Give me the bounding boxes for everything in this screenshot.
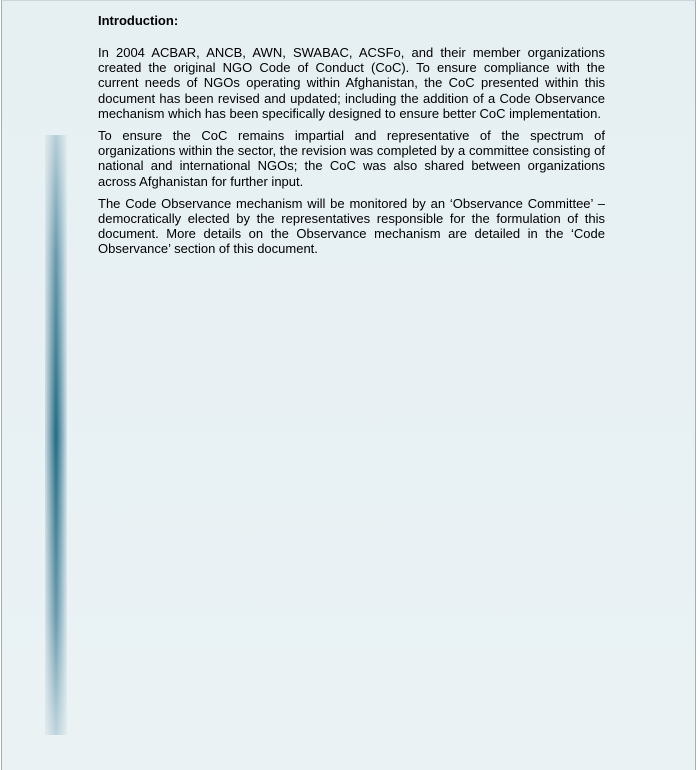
paragraph-observance: The Code Observance mechanism will be monitored by an ‘Observance Committee’ – democratically elected by the representatives responsible for the formulation of this document. More details on the Observance mechanism are detailed in the ‘Code Observance’ section of this document.: [98, 195, 605, 257]
decorative-side-bar: [45, 135, 67, 735]
document-page: [1, 0, 696, 770]
paragraph-history: In 2004 ACBAR, ANCB, AWN, SWABAC, ACSFo, and their member organizations created the original NGO Code of Conduct (CoC). To ensure compliance with the current needs of NGOs operating within Afghanistan, the CoC presented within this document has been revised and updated; including the addition of a Code Observance mechanism which has been specifically designed to ensure better CoC implementation.: [98, 45, 605, 121]
document-content: [98, 13, 605, 264]
section-heading: Introduction:: [98, 13, 179, 28]
paragraph-revision: To ensure the CoC remains impartial and representative of the spectrum of organizations within the sector, the revision was completed by a committee consisting of national and international NGOs; the CoC was also shared between organizations across Afghanistan for further input.: [98, 128, 605, 189]
